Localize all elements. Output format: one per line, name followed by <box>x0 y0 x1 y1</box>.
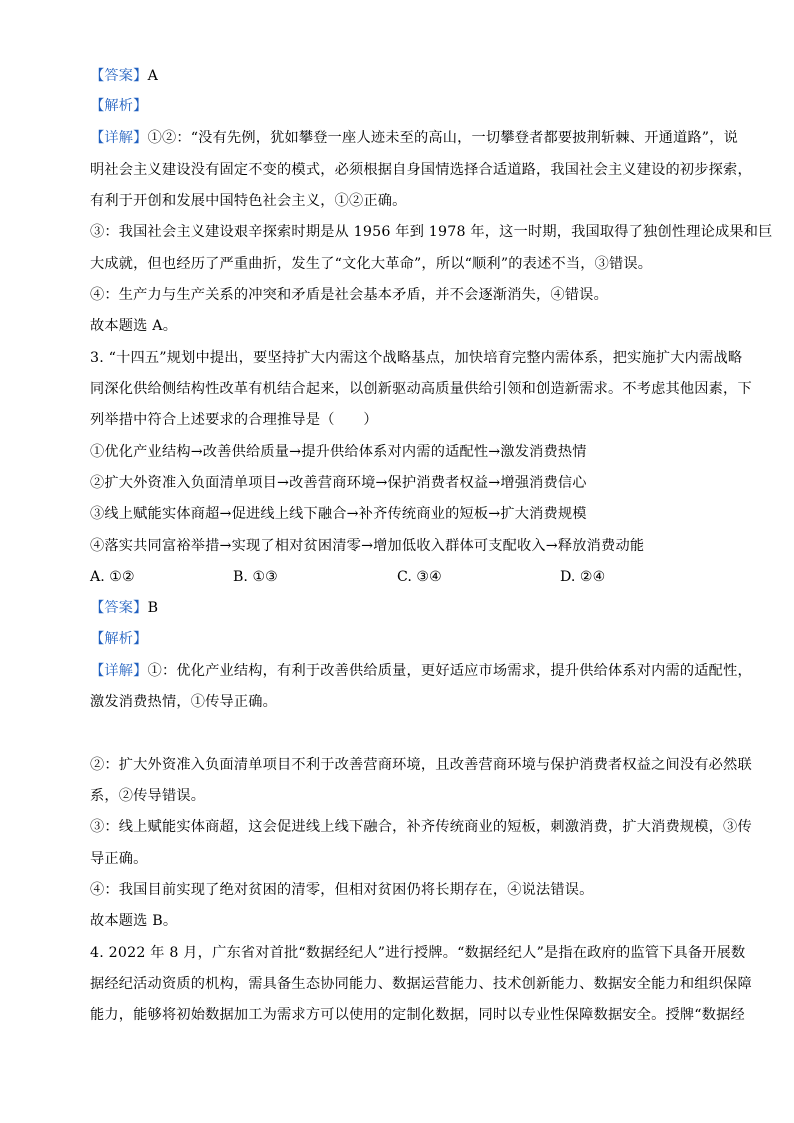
answer-line-2 <box>90 598 158 618</box>
conclusion: 故本题选 B。 <box>90 913 178 929</box>
statement-2: ②扩大外资准入负面清单项目→改善营商环境→保护消费者权益→增强消费信心 <box>90 475 587 491</box>
conclusion: 故本题选 A。 <box>90 318 178 334</box>
answer-tag: 【答案】 <box>90 68 148 84</box>
statement-1: ①优化产业结构→改善供给质量→提升供给体系对内需的适配性→激发消费热情 <box>90 444 587 460</box>
option-c: C. ③④ <box>397 569 442 585</box>
point-3-line: 导正确。 <box>90 851 148 867</box>
question-3-stem: 3. “十四五”规划中提出，要坚持扩大内需这个战略基点，加快培育完整内需体系，把实施扩大内需战略 <box>90 350 743 366</box>
question-3-stem: 同深化供给侧结构性改革有机结合起来，以创新驱动高质量供给引领和创造新需求。不考虑其他因素，下 <box>90 381 752 397</box>
point-2-line: 系，②传导错误。 <box>90 788 206 804</box>
question-4-stem: 4. 2022 年 8 月，广东省对首批“数据经纪人”进行授牌。“数据经纪人”是指在政府的监管下具备开展数 <box>90 945 746 961</box>
detail-line <box>90 128 738 148</box>
question-4-stem: 能力，能够将初始数据加工为需求方可以使用的定制化数据，同时以专业性保障数据安全。授牌“数据经 <box>90 1007 745 1023</box>
detail-line <box>90 661 752 681</box>
option-b: B. ①③ <box>233 569 278 585</box>
analysis-tag: 【解析】 <box>90 98 148 114</box>
detail-line: 有利于开创和发展中国特色社会主义，①②正确。 <box>90 193 407 209</box>
point-4-line: ④：生产力与生产关系的冲突和矛盾是社会基本矛盾，并不会逐渐消失，④错误。 <box>90 287 608 303</box>
point-3-line: ③：线上赋能实体商超，这会促进线上线下融合，补齐传统商业的短板，刺激消费，扩大消费规模，③传 <box>90 819 752 835</box>
answer-line-1 <box>90 66 158 86</box>
point-4-line: ④：我国目前实现了绝对贫困的清零，但相对贫困仍将长期存在，④说法错误。 <box>90 882 594 898</box>
detail-tag: 【详解】 <box>90 663 148 679</box>
answer-value: A <box>147 68 159 84</box>
detail-line: 明社会主义建设没有固定不变的模式，必须根据自身国情选择合适道路，我国社会主义建设的初步探索， <box>90 162 752 178</box>
statement-3: ③线上赋能实体商超→促进线上线下融合→补齐传统商业的短板→扩大消费规模 <box>90 506 587 522</box>
question-3-stem: 列举措中符合上述要求的合理推导是（ ） <box>90 412 378 428</box>
detail-line: 激发消费热情，①传导正确。 <box>90 694 278 710</box>
answer-value: B <box>147 600 159 616</box>
option-a: A. ①② <box>90 569 135 585</box>
option-d: D. ②④ <box>560 569 606 585</box>
statement-4: ④落实共同富裕举措→实现了相对贫困清零→增加低收入群体可支配收入→释放消费动能 <box>90 538 645 554</box>
point-3-line: 大成就，但也经历了严重曲折，发生了“文化大革命”，所以“顺利”的表述不当，③错误。 <box>90 256 653 272</box>
analysis-tag: 【解析】 <box>90 631 148 647</box>
answer-tag: 【答案】 <box>90 600 148 616</box>
point-2-line: ②：扩大外资准入负面清单项目不利于改善营商环境，且改善营商环境与保护消费者权益之间没有必然联 <box>90 757 752 773</box>
question-4-stem: 据经纪活动资质的机构，需具备生态协同能力、数据运营能力、技术创新能力、数据安全能力和组织保障 <box>90 976 752 992</box>
detail-text: ①②：“没有先例，犹如攀登一座人迹未至的高山，一切攀登者都要披荆斩棘、开通道路”，说 <box>147 130 738 146</box>
detail-text: ①：优化产业结构，有利于改善供给质量，更好适应市场需求，提升供给体系对内需的适配性， <box>147 663 752 679</box>
detail-tag: 【详解】 <box>90 130 148 146</box>
point-3-line: ③：我国社会主义建设艰辛探索时期是从 1956 年到 1978 年，这一时期，我国取得了独创性理论成果和巨 <box>90 224 773 240</box>
